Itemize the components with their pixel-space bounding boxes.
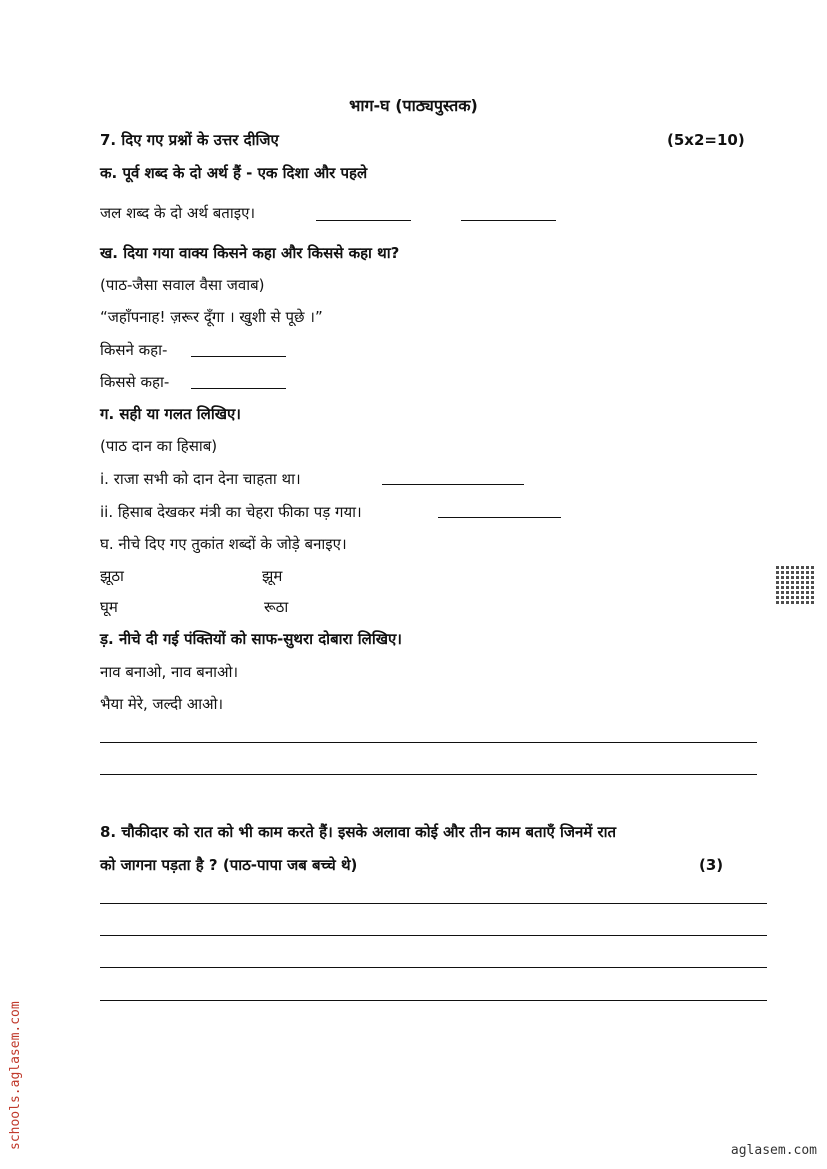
rhyme-right-word: झूम — [262, 567, 283, 585]
answer-blank[interactable] — [316, 220, 411, 221]
to-whom-label: किससे कहा- — [100, 373, 170, 391]
q8-line2: को जागना पड़ता है ? (पाठ-पापा जब बच्चे थे) — [100, 856, 358, 874]
rhyme-left-word: झूठा — [100, 567, 124, 585]
writing-line[interactable] — [100, 774, 757, 775]
answer-blank[interactable] — [461, 220, 556, 221]
poem-line: नाव बनाओ, नाव बनाओ। — [100, 663, 239, 681]
answer-blank[interactable] — [382, 484, 524, 485]
q7-ka-heading: क. पूर्व शब्द के दो अर्थ हैं - एक दिशा और पहले — [100, 164, 368, 182]
writing-line[interactable] — [100, 935, 767, 936]
q7-kha-quote: “जहाँपनाह! ज़रूर दूँगा । खुशी से पूछे ।” — [100, 308, 323, 326]
q7-ga-item2: ii. हिसाब देखकर मंत्री का चेहरा फीका पड़ गया। — [100, 503, 362, 521]
poem-line: भैया मेरे, जल्दी आओ। — [100, 695, 224, 713]
qr-code-icon — [776, 566, 816, 604]
writing-line[interactable] — [100, 903, 767, 904]
q7-kha-heading: ख. दिया गया वाक्य किसने कहा और किससे कहा था? — [100, 244, 400, 262]
q7-ka-prompt: जल शब्द के दो अर्थ बताइए। — [100, 204, 256, 222]
writing-line[interactable] — [100, 1000, 767, 1001]
q7-nga-heading: ड़. नीचे दी गई पंक्तियों को साफ-सुथरा दोबारा लिखिए। — [100, 630, 402, 648]
footer-brand: aglasem.com — [730, 1143, 817, 1158]
section-title: भाग-घ (पाठ्यपुस्तक) — [349, 96, 478, 115]
watermark: schools.aglasem.com — [8, 1001, 23, 1150]
q7-marks: (5x2=10) — [667, 131, 745, 149]
writing-line[interactable] — [100, 967, 767, 968]
q7-kha-lesson: (पाठ-जैसा सवाल वैसा जवाब) — [100, 276, 265, 294]
who-said-label: किसने कहा- — [100, 341, 168, 359]
answer-blank[interactable] — [191, 388, 286, 389]
answer-blank[interactable] — [438, 517, 561, 518]
rhyme-left-word: घूम — [100, 598, 118, 616]
q8-line1: 8. चौकीदार को रात को भी काम करते हैं। इसके अलावा कोई और तीन काम बताएँ जिनमें रात — [100, 823, 617, 841]
q7-ga-heading: ग. सही या गलत लिखिए। — [100, 405, 241, 423]
answer-blank[interactable] — [191, 356, 286, 357]
q7-heading: 7. दिए गए प्रश्नों के उत्तर दीजिए — [100, 131, 279, 149]
writing-line[interactable] — [100, 742, 757, 743]
q7-gha-heading: घ. नीचे दिए गए तुकांत शब्दों के जोड़े बनाइए। — [100, 535, 347, 553]
q7-ga-item1: i. राजा सभी को दान देना चाहता था। — [100, 470, 301, 488]
q8-marks: (3) — [699, 856, 724, 874]
q7-ga-lesson: (पाठ दान का हिसाब) — [100, 437, 218, 455]
rhyme-right-word: रूठा — [264, 598, 289, 616]
